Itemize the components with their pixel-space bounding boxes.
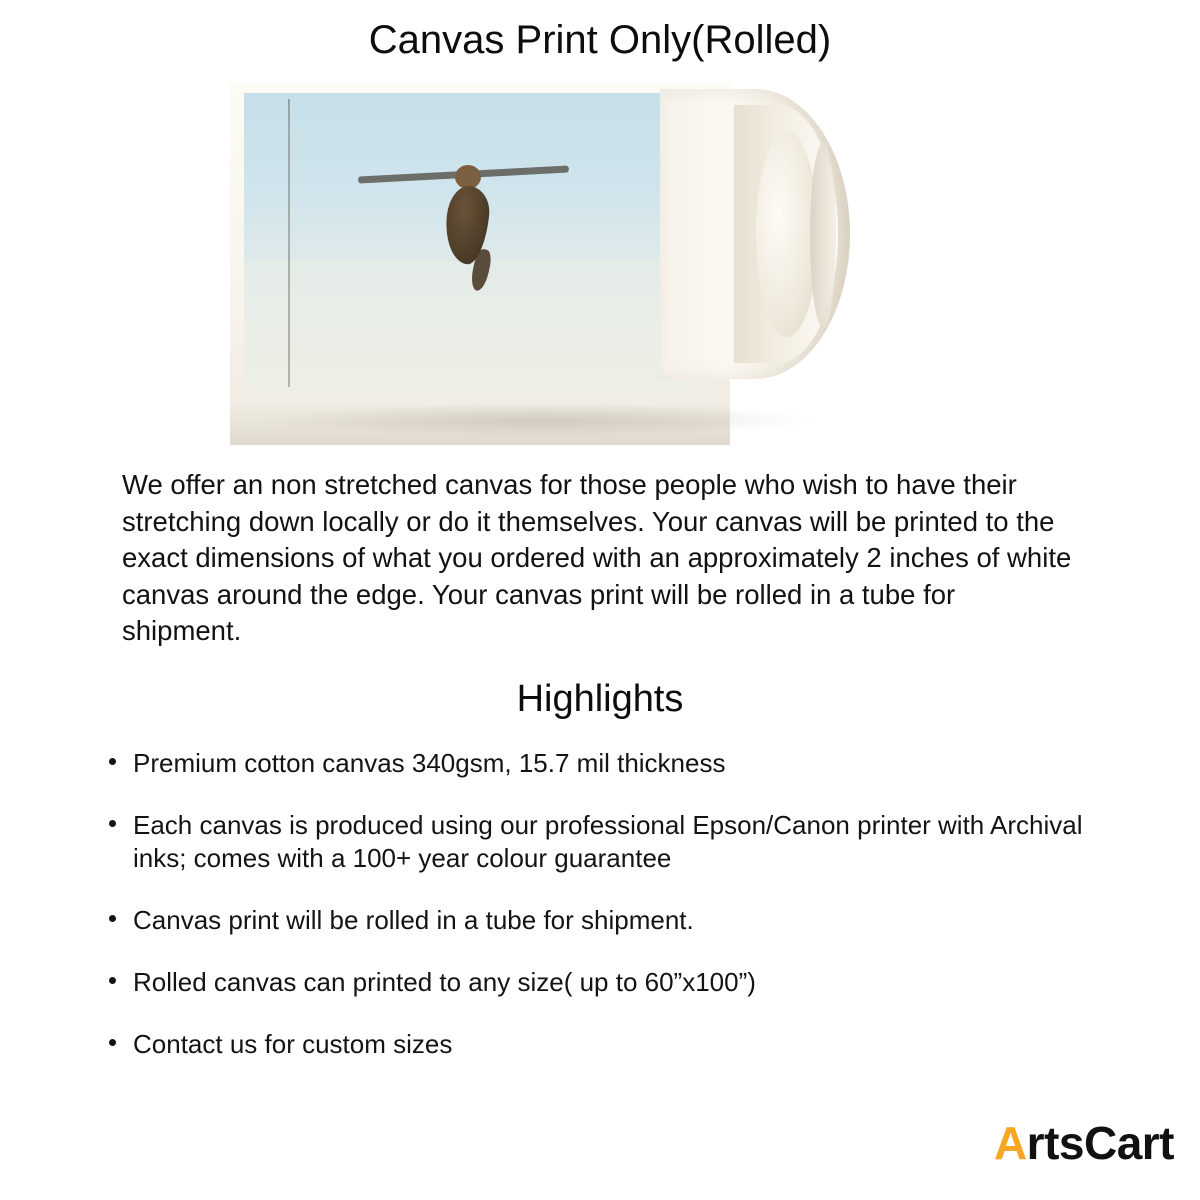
product-description: We offer an non stretched canvas for those people who wish to have their stretching down locally or do it themselves. Your canvas will be printed to the exact dimensions of what you ordered with an approximately 2 inches of white canvas around the edge. Your canvas print will be rolled in a tube for shipment. (122, 469, 1072, 647)
list-item-text: Canvas print will be rolled in a tube for shipment. (133, 905, 694, 936)
list-item-text: Each canvas is produced using our professional Epson/Canon printer with Archival inks; comes with a 100+ year colour guarantee (133, 809, 1083, 874)
bullet-dot-icon (109, 1039, 116, 1046)
list-item-text: Contact us for custom sizes (133, 1028, 453, 1059)
artscart-logo (994, 1116, 1174, 1170)
list-item (105, 809, 1095, 877)
list-item-text: Premium cotton canvas 340gsm, 15.7 mil thickness (133, 747, 726, 778)
rolled-canvas-image (230, 83, 970, 445)
canvas-sheet (230, 83, 730, 445)
highlights-list (105, 747, 1095, 1062)
bullet-dot-icon (109, 915, 116, 922)
photo-reeds (288, 99, 543, 387)
list-item (105, 747, 1095, 781)
image-shadow (260, 403, 820, 437)
list-item (105, 966, 1095, 1000)
bullet-dot-icon (109, 977, 116, 984)
roll-edge (810, 143, 836, 327)
list-item (105, 904, 1095, 938)
printed-photo (244, 93, 684, 393)
hero-image-container (230, 83, 970, 445)
logo-text: rtsCart (1026, 1117, 1174, 1169)
page-title: Canvas Print Only(Rolled) (368, 18, 832, 62)
canvas-roll (660, 89, 875, 389)
highlights-heading: Highlights (516, 677, 684, 720)
bullet-dot-icon (109, 758, 116, 765)
logo-accent-letter: A (993, 1117, 1027, 1169)
roll-core (756, 131, 818, 337)
list-item-text: Rolled canvas can printed to any size( up to 60”x100”) (133, 967, 756, 997)
bullet-dot-icon (109, 820, 116, 827)
list-item (105, 1028, 1095, 1062)
